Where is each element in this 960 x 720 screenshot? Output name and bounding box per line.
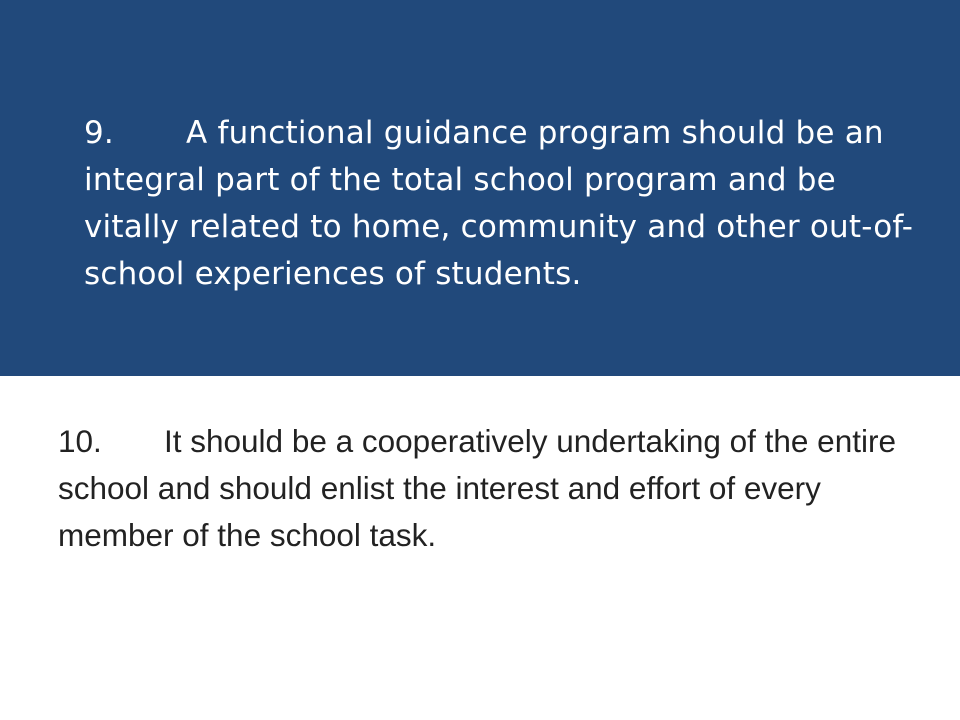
point-10-paragraph — [58, 418, 918, 559]
point-10-number: 10. — [58, 423, 102, 459]
point-9-paragraph — [84, 110, 914, 298]
point-9-number: 9. — [84, 115, 114, 151]
point-10-text: It should be a cooperatively undertaking of the entire school and should enlist the interest and effort of every member of the school task. — [58, 423, 896, 553]
point-9-text: A functional guidance program should be an integral part of the total school program and be vitally related to home, community and other out-of-school experiences of students. — [84, 115, 914, 292]
